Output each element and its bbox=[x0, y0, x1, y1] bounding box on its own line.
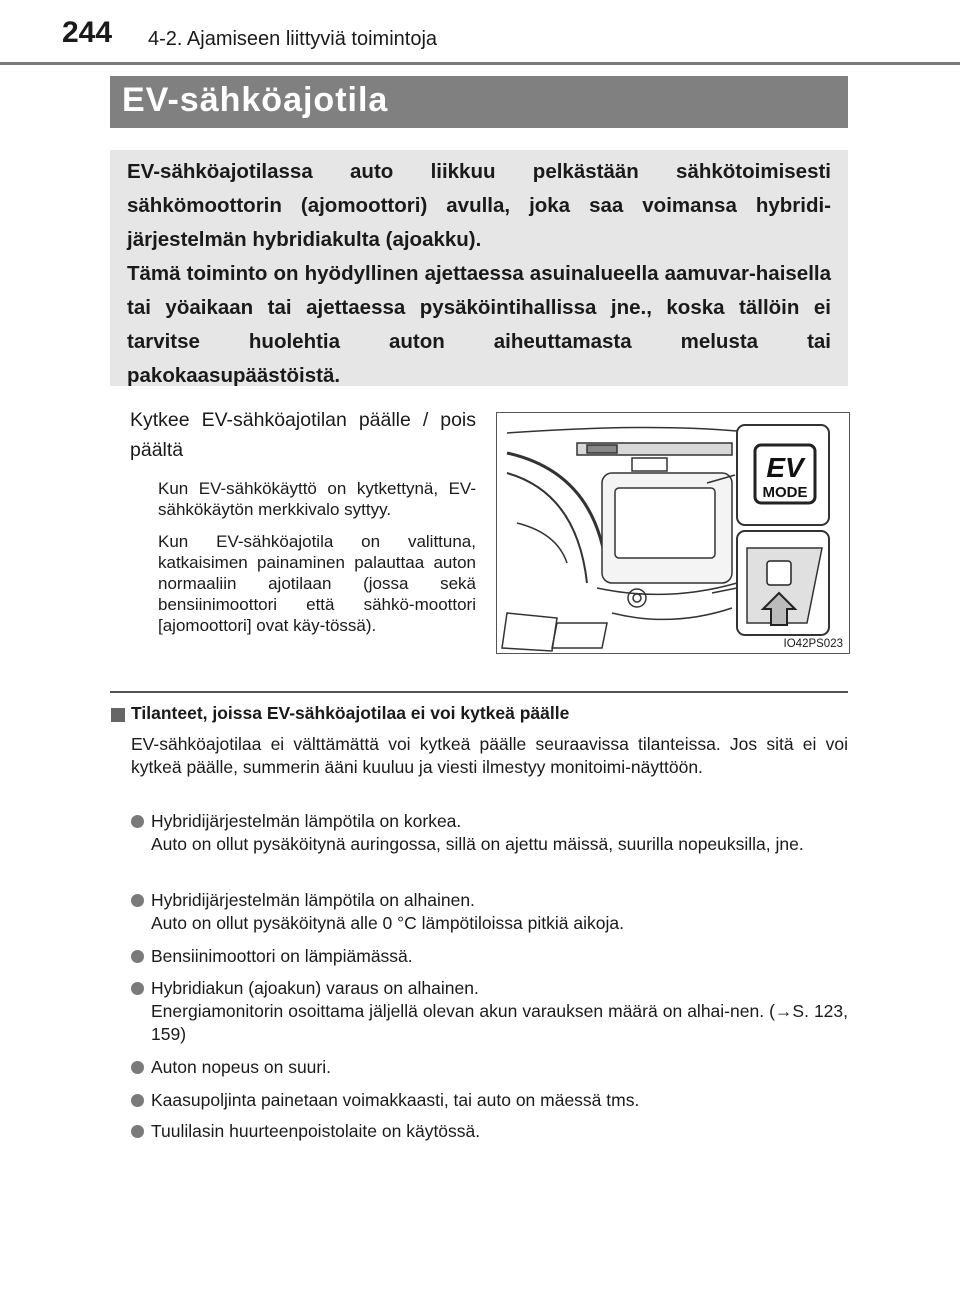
badge-ev-text: EV bbox=[766, 452, 804, 483]
list-item-detail: Energiamonitorin osoittama jäljellä olevan akun varauksen määrä on alhai-nen. (→S. 123, 159) bbox=[151, 1001, 848, 1044]
bullet-dot-icon bbox=[131, 894, 144, 907]
list-item-title: Auton nopeus on suuri. bbox=[151, 1057, 331, 1077]
dashboard-drawing bbox=[497, 413, 849, 653]
bullet-dot-icon bbox=[131, 815, 144, 828]
section-reference: 4-2. Ajamiseen liittyviä toimintoja bbox=[148, 28, 438, 50]
list-item bbox=[131, 810, 848, 856]
list-item-title: Tuulilasin huurteenpoistolaite on käytössä. bbox=[151, 1121, 481, 1141]
title-bar bbox=[110, 76, 848, 128]
page-number: 244 bbox=[62, 16, 113, 49]
header-rule bbox=[0, 62, 960, 65]
bullet-dot-icon bbox=[131, 1061, 144, 1074]
list-item bbox=[131, 889, 848, 935]
list-item-title: Hybridiakun (ajoakun) varaus on alhainen. bbox=[151, 978, 479, 998]
dashboard-illustration bbox=[496, 412, 850, 654]
list-item-detail: Auto on ollut pysäköitynä alle 0 °C lämpötiloissa pitkiä aikoja. bbox=[151, 913, 624, 933]
bullet-dot-icon bbox=[131, 982, 144, 995]
section-heading: Tilanteet, joissa EV-sähköajotilaa ei voi kytkeä päälle bbox=[131, 703, 570, 723]
section-rule bbox=[110, 691, 848, 693]
summary-paragraph-1: EV-sähköajotilassa auto liikkuu pelkästään sähkötoimisesti sähkömoottorin (ajomoottori) avulla, joka saa voimansa hybridi-järjestelmän hybridiakulta (ajoakku). bbox=[127, 160, 831, 251]
bullet-dot-icon bbox=[131, 1125, 144, 1138]
list-item bbox=[131, 1056, 848, 1079]
list-item-title: Hybridijärjestelmän lämpötila on alhainen. bbox=[151, 890, 475, 910]
callout-note-2: Kun EV-sähköajotila on valittuna, katkaisimen painaminen palauttaa auton normaaliin ajotilaan (jossa sekä bensiinimoottori että sähkö-moottori [ajomoottori] ovat käy-tössä). bbox=[158, 532, 476, 635]
list-item bbox=[131, 945, 848, 968]
square-bullet-icon bbox=[111, 708, 125, 722]
list-item bbox=[131, 1089, 848, 1112]
bullet-dot-icon bbox=[131, 1094, 144, 1107]
badge-mode-text: MODE bbox=[762, 484, 808, 501]
callout-title: Kytkee EV-sähköajotilan päälle / pois päältä bbox=[130, 409, 476, 461]
summary-box bbox=[110, 150, 848, 386]
summary-paragraph-2: Tämä toiminto on hyödyllinen ajettaessa asuinalueella aamuvar-haisella tai yöaikaan tai ajettaessa pysäköintihallissa jne., koska tällöin ei tarvitse huolehtia auton aiheuttamasta melusta tai pakokaasupäästöistä. bbox=[127, 262, 831, 387]
list-item-detail: Auto on ollut pysäköitynä auringossa, sillä on ajettu mäissä, suurilla nopeuksilla, jne. bbox=[151, 834, 804, 854]
bullet-dot-icon bbox=[131, 950, 144, 963]
list-item-title: Kaasupoljinta painetaan voimakkaasti, tai auto on mäessä tms. bbox=[151, 1090, 640, 1110]
list-item-title: Bensiinimoottori on lämpiämässä. bbox=[151, 946, 413, 966]
section-intro: EV-sähköajotilaa ei välttämättä voi kytkeä päälle seuraavissa tilanteissa. Jos sitä ei voi kytkeä päälle, summerin ääni kuuluu ja viesti ilmestyy monitoimi-näyttöön. bbox=[131, 734, 848, 777]
list-item-title: Hybridijärjestelmän lämpötila on korkea. bbox=[151, 811, 462, 831]
list-item bbox=[131, 977, 848, 1046]
illustration-code: IO42PS023 bbox=[783, 638, 843, 650]
callout-note-1: Kun EV-sähkökäyttö on kytkettynä, EV-sähkökäytön merkkivalo syttyy. bbox=[158, 479, 476, 519]
list-item bbox=[131, 1120, 848, 1143]
page-title: EV-sähköajotila bbox=[122, 81, 389, 119]
